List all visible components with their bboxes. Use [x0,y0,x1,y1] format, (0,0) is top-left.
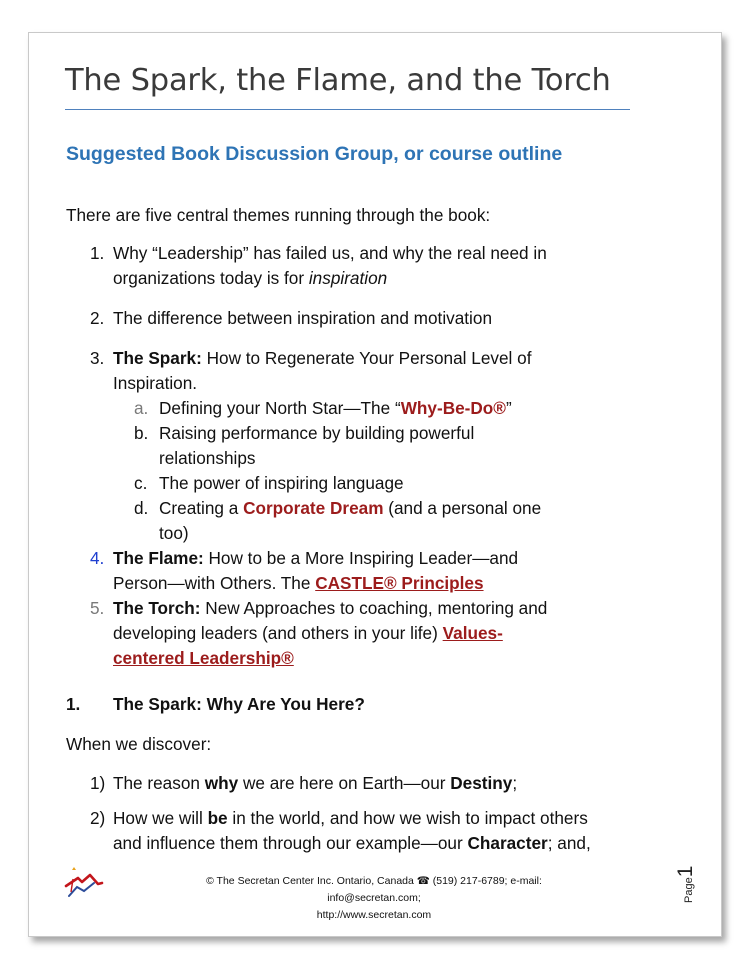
section-number: 1. [66,694,81,714]
section-heading: The Spark: Why Are You Here? [113,694,365,714]
castle-principles-link[interactable]: CASTLE® Principles [315,573,484,593]
sublist-item-text: Creating a Corporate Dream (and a personal one too) [159,498,542,543]
list-item-text: The reason why we are here on Earth—our Destiny; [113,773,518,793]
values-centered-leadership-link[interactable]: centered Leadership® [113,648,294,668]
list-number: 2) [90,808,106,828]
intro-text: There are five central themes running through the book: [66,205,491,225]
emphasis-text: inspiration [308,268,388,288]
list-item-text: The difference between inspiration and motivation [113,308,492,328]
title-underline [65,109,630,110]
page-footer [179,873,569,924]
when-text: When we discover: [66,734,212,754]
sublist-letter: c. [134,473,148,493]
list-number: 1. [90,243,105,263]
list-number: 1) [90,773,106,793]
sublist-item-text: Raising performance by building powerful relationships [159,423,475,468]
sublist-letter: b. [134,423,149,443]
corporate-dream-highlight: Corporate Dream [243,498,384,518]
list-item-text: How we will be in the world, and how we wish to impact others and influence them through our example—our Character; and, [113,808,591,853]
section-subtitle: Suggested Book Discussion Group, or course outline [66,143,563,165]
sublist-item-text: Defining your North Star—The “Why-Be-Do®” [159,398,512,418]
secretan-logo-icon [63,866,105,898]
list-item-text: The Flame: How to be a More Inspiring Leader—and Person—with Others. The CASTLE® Principles [113,548,519,593]
footer-copyright: © The Secretan Center Inc. Ontario, Canada ☎ (519) 217-6789; e-mail: info@secretan.com; [206,875,542,904]
list-number: 2. [90,308,105,328]
list-number: 5. [90,598,105,618]
sublist-letter: a. [134,398,149,418]
why-be-do-highlight: Why-Be-Do® [400,398,506,418]
page-title: The Spark, the Flame, and the Torch [65,63,611,98]
sublist-item-text: The power of inspiring language [159,473,404,493]
list-number: 3. [90,348,105,368]
page-number-label [674,866,698,903]
list-item-text: The Torch: New Approaches to coaching, mentoring and developing leaders (and others in your life) Values- centered Leadership® [113,598,548,668]
footer-website: http://www.secretan.com [316,909,432,921]
page-number: 1 [674,865,697,878]
sublist-letter: d. [134,498,149,518]
page-word: Page [683,877,695,903]
list-item-text: Why “Leadership” has failed us, and why the real need in organizations today is for inspiration [113,243,547,288]
list-number: 4. [90,548,105,568]
list-item-text: The Spark: How to Regenerate Your Personal Level of Inspiration. [113,348,532,393]
document-page [28,32,722,937]
values-centered-leadership-link[interactable]: Values- [442,623,503,643]
